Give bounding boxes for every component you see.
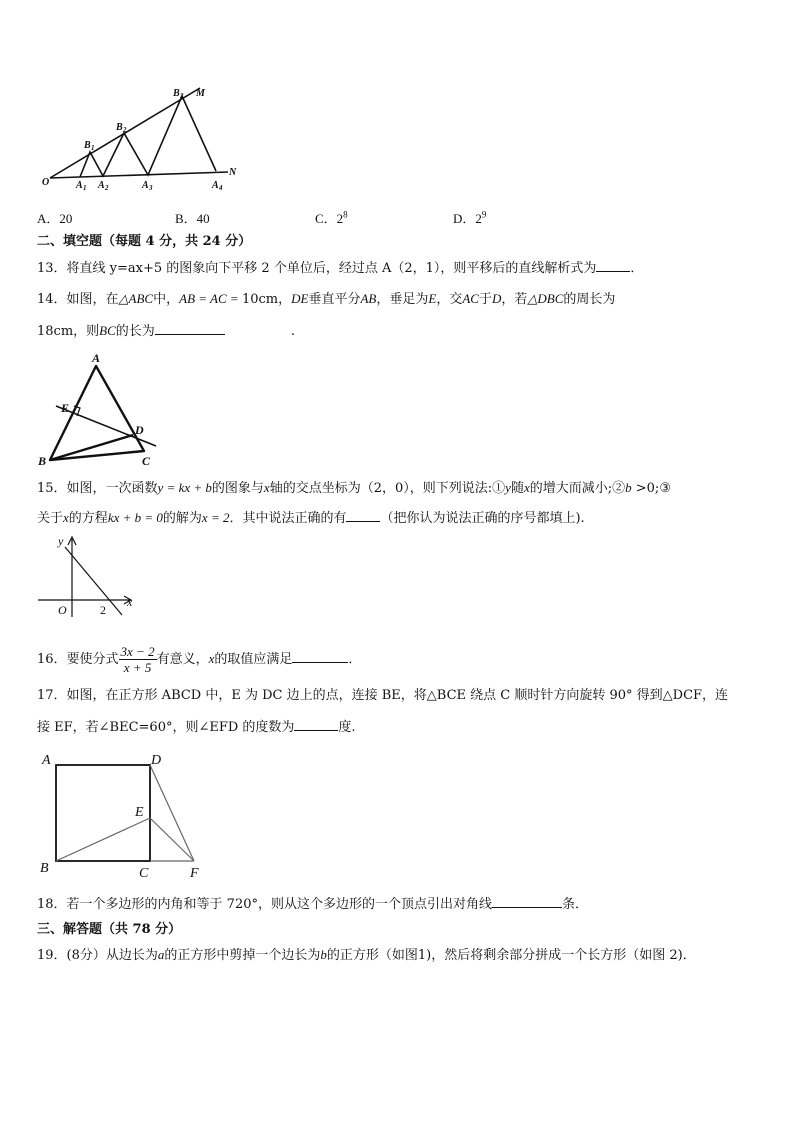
option-a: A．20 bbox=[37, 211, 73, 226]
graph-line bbox=[65, 547, 122, 615]
label-b1-sub: 1 bbox=[91, 144, 95, 152]
label-a1: A bbox=[76, 180, 83, 191]
label-x: x bbox=[127, 595, 133, 609]
label-b3-sub: 3 bbox=[180, 92, 184, 100]
option-c: C．$2^8$ bbox=[315, 209, 348, 226]
label-d: D bbox=[135, 423, 144, 437]
question-18: 18．若一个多边形的内角和等于 720°，则从这个多边形的一个顶点引出对角线 条． bbox=[37, 897, 589, 912]
option-b: B．40 bbox=[175, 211, 210, 226]
label-d: D bbox=[151, 753, 162, 768]
zigzag bbox=[80, 96, 216, 177]
question-15-line2: 关于x的方程kx + b = 0的解为x = 2．其中说法正确的有 （把你认为说法正确的序号都填上). bbox=[37, 510, 585, 526]
answer-blank-13 bbox=[596, 259, 630, 272]
label-b1: B bbox=[84, 140, 91, 151]
label-f: F bbox=[190, 866, 199, 880]
label-a4-sub: 4 bbox=[219, 184, 223, 192]
label-b2: B bbox=[116, 122, 123, 133]
figure-q17 bbox=[38, 750, 208, 880]
question-17-line1: 17．如图，在正方形 ABCD 中，E 为 DC 边上的点，连接 BE，将△BCE 绕点 C 顺时针方向旋转 90° 得到△DCF，连 bbox=[37, 688, 729, 703]
label-e: E bbox=[61, 401, 70, 415]
label-a2: A bbox=[98, 180, 105, 191]
ray-on bbox=[50, 172, 228, 178]
answer-blank-16 bbox=[292, 650, 348, 663]
label-a2-sub: 2 bbox=[105, 184, 109, 192]
question-19: 19．(8分）从边长为a的正方形中剪掉一个边长为b的正方形（如图1)，然后将剩余部分拼成一个长方形（如图 2)． bbox=[37, 947, 696, 963]
label-b: B bbox=[40, 861, 49, 876]
label-a: A bbox=[92, 351, 101, 365]
label-a4: A bbox=[212, 180, 219, 191]
fraction: $\frac{3x - 2}{x + 5}$ bbox=[120, 644, 155, 675]
question-16: 16．要使分式 $\frac{3x - 2}{x + 5}$ 有意义，x的取值应满足 ． bbox=[37, 644, 362, 675]
segment-be bbox=[56, 818, 150, 861]
answer-blank-17 bbox=[294, 718, 338, 731]
label-m: M bbox=[196, 88, 205, 99]
question-13: 13．将直线 y=ax+5 的图象向下平移 2 个单位后，经过点 A（2，1），则平移后的直线解析式为 ． bbox=[37, 261, 644, 276]
label-c: C bbox=[139, 866, 149, 880]
segment-df bbox=[150, 765, 194, 861]
label-y: y bbox=[58, 534, 64, 548]
segment-ef bbox=[150, 818, 194, 861]
label-a1-sub: 1 bbox=[83, 184, 87, 192]
question-17-line2: 接 EF，若∠BEC=60°，则∠EFD 的度数为 度. bbox=[37, 720, 356, 735]
section-fill-in-title: 二、填空题（每题 4 分，共 24 分） bbox=[37, 234, 252, 249]
question-14-line1: 14．如图，在△ABC中，AB = AC = 10cm，DE垂直平分AB，垂足为E，交AC于D，若△DBC的周长为 bbox=[37, 291, 616, 307]
question-15-line1: 15．如图，一次函数y = kx + b的图象与x轴的交点坐标为（2，0），则下列说法:①y随x的增大而减小;②b >0;③ bbox=[37, 480, 671, 496]
label-n: N bbox=[229, 167, 237, 178]
label-two: 2 bbox=[100, 603, 106, 617]
answer-blank-15 bbox=[346, 509, 380, 522]
option-d: D．$2^9$ bbox=[453, 209, 487, 226]
label-e: E bbox=[135, 805, 144, 820]
label-a3-sub: 3 bbox=[149, 184, 153, 192]
label-o: O bbox=[42, 177, 50, 188]
figure-q12 bbox=[40, 82, 250, 194]
label-b3: B bbox=[173, 88, 180, 99]
label-origin: O bbox=[58, 603, 67, 617]
answer-blank-14 bbox=[155, 322, 225, 335]
question-14-line2: 18cm，则BC的长为 . bbox=[37, 323, 295, 339]
figure-q15 bbox=[34, 533, 138, 619]
label-a: A bbox=[42, 753, 51, 768]
figure-q14 bbox=[34, 350, 164, 468]
label-b2-sub: 2 bbox=[123, 126, 127, 134]
section-solve-title: 三、解答题（共 78 分） bbox=[37, 922, 182, 937]
label-c: C bbox=[142, 454, 151, 468]
label-a3: A bbox=[142, 180, 149, 191]
answer-blank-18 bbox=[492, 895, 562, 908]
label-b: B bbox=[38, 454, 47, 468]
